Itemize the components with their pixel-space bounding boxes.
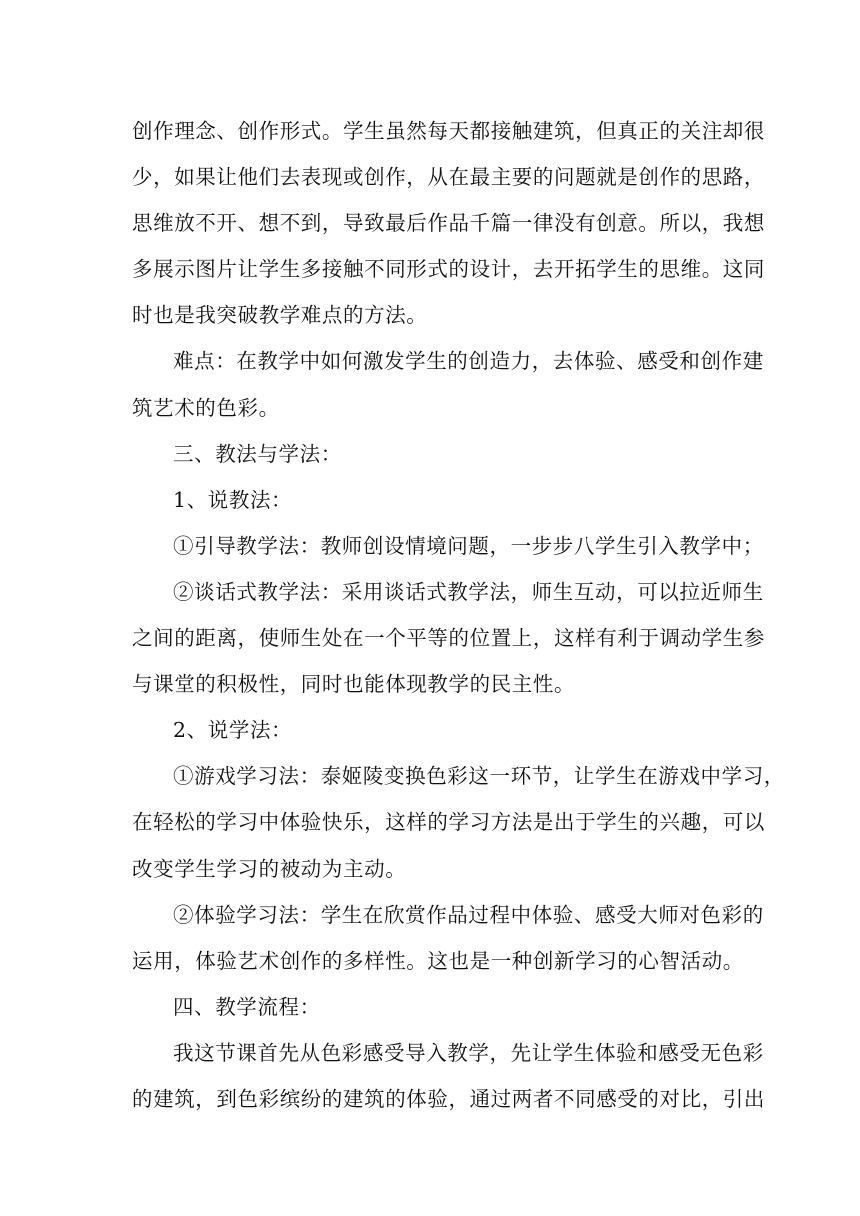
text-line-11: ②谈话式教学法：采用谈话式教学法，师生互动，可以拉近师生 <box>173 579 764 604</box>
text-line-21: 我这节课首先从色彩感受导入教学，先让学生体验和感受无色彩 <box>173 1040 764 1065</box>
text-line-4: 多展示图片让学生多接触不同形式的设计，去开拓学生的思维。这同 <box>132 257 765 282</box>
text-line-6: 难点：在教学中如何激发学生的创造力，去体验、感受和创作建 <box>173 349 764 374</box>
text-line-12: 之间的距离，使师生处在一个平等的位置上，这样有利于调动学生参 <box>132 626 765 651</box>
text-line-3: 思维放不开、想不到，导致最后作品千篇一律没有创意。所以，我想 <box>132 211 765 236</box>
subheading-learning-method: 2、说学法： <box>173 718 293 743</box>
text-line-17: 改变学生学习的被动为主动。 <box>132 856 407 881</box>
document-body <box>132 108 785 1122</box>
section-heading-4: 四、教学流程： <box>173 994 321 1019</box>
text-line-1: 创作理念、创作形式。学生虽然每天都接触建筑，但真正的关注却很 <box>132 119 765 143</box>
subheading-teaching-method: 1、说教法： <box>173 487 293 512</box>
text-line-7: 筑艺术的色彩。 <box>132 395 280 420</box>
text-line-19: 运用，体验艺术创作的多样性。这也是一种创新学习的心智活动。 <box>132 948 744 973</box>
section-heading-3: 三、教法与学法： <box>173 441 342 466</box>
text-line-16: 在轻松的学习中体验快乐，这样的学习方法是出于学生的兴趣，可以 <box>132 810 765 835</box>
text-line-10: ①引导教学法：教师创设情境问题，一步步八学生引入教学中； <box>173 533 764 558</box>
text-line-18: ②体验学习法：学生在欣赏作品过程中体验、感受大师对色彩的 <box>173 902 764 927</box>
text-line-22: 的建筑，到色彩缤纷的建筑的体验，通过两者不同感受的对比，引出 <box>132 1086 765 1111</box>
text-line-13: 与课堂的积极性，同时也能体现教学的民主性。 <box>132 672 576 697</box>
text-line-2: 少，如果让他们去表现或创作，从在最主要的问题就是创作的思路， <box>132 165 765 190</box>
text-line-15: ①游戏学习法：泰姬陵变换色彩这一环节，让学生在游戏中学习， <box>173 764 785 789</box>
text-line-5: 时也是我突破教学难点的方法。 <box>132 303 428 328</box>
